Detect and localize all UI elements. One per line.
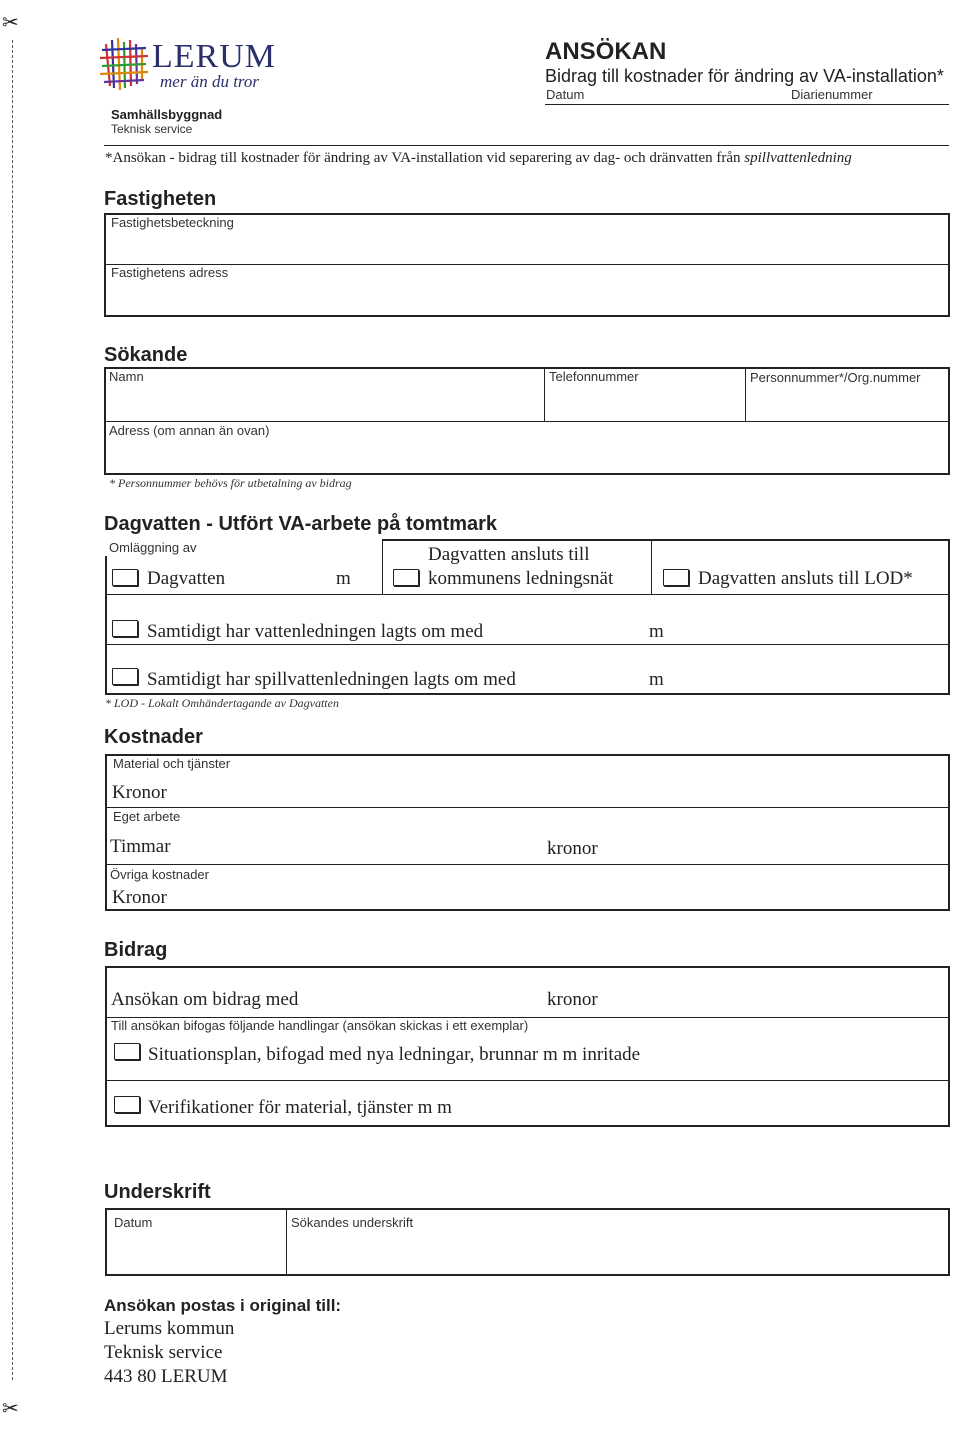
logo-name: LERUM	[152, 38, 276, 75]
sewer-pipe-label: Samtidigt har spillvattenledningen lagts om med	[147, 669, 516, 690]
row-divider	[105, 644, 950, 645]
col-divider	[286, 1209, 287, 1275]
row-divider	[105, 594, 950, 595]
col-divider	[544, 368, 545, 422]
relaying-label: Omläggning av	[109, 540, 197, 555]
section-heading-sokande: Sökande	[104, 344, 188, 366]
applicant-address-field[interactable]	[106, 441, 948, 473]
checkbox-water-pipe[interactable]	[112, 620, 138, 637]
page-title: ANSÖKAN	[545, 38, 667, 65]
checkbox-lod[interactable]	[663, 569, 689, 586]
lerum-grid-logo-icon	[100, 34, 148, 92]
own-work-amount-field[interactable]	[610, 830, 940, 860]
hours-field[interactable]	[180, 830, 540, 860]
checkbox-dagvatten[interactable]	[112, 569, 138, 586]
section-heading-dagvatten: Dagvatten - Utfört VA-arbete på tomtmark	[104, 513, 498, 535]
material-label: Material och tjänster	[113, 756, 231, 771]
option-dagvatten-label: Dagvatten	[147, 568, 226, 589]
other-costs-field[interactable]	[180, 882, 940, 908]
sewer-pipe-unit: m	[649, 669, 664, 690]
scissors-icon: ✂	[2, 1396, 19, 1420]
receipts-label: Verifikationer för material, tjänster m m	[148, 1097, 452, 1118]
dagvatten-left-border	[105, 556, 107, 694]
org-unit: Teknisk service	[111, 122, 193, 136]
grant-amount-field[interactable]	[330, 982, 540, 1012]
grant-unit: kronor	[547, 989, 598, 1010]
logo-tagline: mer än du tror	[160, 72, 260, 91]
option-municipal-label-1: Dagvatten ansluts till	[428, 544, 590, 565]
water-pipe-unit: m	[649, 621, 664, 642]
signature-date-field[interactable]	[107, 1232, 284, 1274]
material-unit: Kronor	[112, 782, 167, 803]
dagvatten-right-border	[948, 539, 950, 694]
other-costs-label: Övriga kostnader	[110, 867, 209, 882]
row-divider	[105, 264, 949, 265]
other-costs-unit: Kronor	[112, 887, 167, 908]
mailing-line-3: 443 80 LERUM	[104, 1366, 228, 1387]
scissors-icon: ✂	[2, 10, 19, 34]
mailing-heading: Ansökan postas i original till:	[104, 1296, 342, 1315]
checkbox-sewer-pipe[interactable]	[112, 668, 138, 685]
name-label: Namn	[109, 369, 144, 384]
checkbox-site-plan[interactable]	[114, 1043, 140, 1060]
phone-label: Telefonnummer	[549, 369, 639, 384]
signature-field[interactable]	[290, 1232, 948, 1274]
option-lod-label: Dagvatten ansluts till LOD*	[698, 568, 913, 589]
row-divider	[106, 864, 949, 865]
personal-id-note: * Personnummer behövs för utbetalning av bidrag	[109, 476, 352, 490]
applicant-address-label: Adress (om annan än ovan)	[109, 423, 270, 438]
material-amount-field[interactable]	[180, 776, 940, 804]
dagvatten-top-border	[382, 539, 950, 541]
checkbox-receipts[interactable]	[114, 1096, 140, 1113]
page-subtitle: Bidrag till kostnader för ändring av VA-installation*	[545, 66, 944, 86]
intro-text: *Ansökan - bidrag till kostnader för ändring av VA-installation vid separering av dag- och dränvatten från spillvattenledning	[105, 150, 852, 166]
dagvatten-bottom-border	[105, 693, 950, 695]
section-heading-fastigheten: Fastigheten	[104, 188, 217, 210]
col-divider	[382, 539, 383, 594]
lod-note: * LOD - Lokalt Omhändertagande av Dagvatten	[105, 696, 339, 710]
date-field[interactable]	[545, 104, 949, 105]
section-heading-underskrift: Underskrift	[104, 1181, 211, 1203]
section-heading-kostnader: Kostnader	[104, 726, 203, 748]
option-municipal-label-2: kommunens ledningsnät	[428, 568, 614, 589]
own-work-label: Eget arbete	[113, 809, 181, 824]
phone-field[interactable]	[547, 386, 743, 420]
water-pipe-label: Samtidigt har vattenledningen lagts om med	[147, 621, 484, 642]
property-designation-field[interactable]	[106, 232, 948, 262]
org-department: Samhällsbyggnad	[111, 107, 223, 122]
option-dagvatten-unit: m	[336, 568, 351, 589]
row-divider	[105, 421, 949, 422]
personal-id-field[interactable]	[748, 388, 948, 420]
signature-date-label: Datum	[114, 1215, 153, 1230]
attachments-label: Till ansökan bifogas följande handlingar (ansökan skickas i ett exemplar)	[111, 1018, 529, 1033]
property-address-label: Fastighetens adress	[111, 265, 229, 280]
grant-apply-label: Ansökan om bidrag med	[111, 989, 299, 1010]
site-plan-label: Situationsplan, bifogad med nya ledningar, brunnar m m inritade	[148, 1044, 641, 1065]
property-designation-label: Fastighetsbeteckning	[111, 215, 234, 230]
diary-number-label: Diarienummer	[791, 87, 873, 102]
signature-label: Sökandes underskrift	[291, 1215, 414, 1230]
section-heading-bidrag: Bidrag	[104, 939, 168, 961]
name-field[interactable]	[106, 386, 542, 420]
checkbox-municipal-network[interactable]	[393, 569, 419, 586]
personal-id-label: Personnummer*/Org.nummer	[750, 370, 921, 385]
mailing-line-1: Lerums kommun	[104, 1318, 235, 1339]
date-label: Datum	[546, 87, 585, 102]
hours-unit: Timmar	[110, 836, 171, 857]
hours-kronor-unit: kronor	[547, 838, 598, 859]
mailing-line-2: Teknisk service	[104, 1342, 223, 1363]
row-divider	[106, 1080, 949, 1081]
property-address-field[interactable]	[106, 283, 948, 315]
col-divider	[745, 368, 746, 422]
row-divider	[106, 807, 949, 808]
cut-line	[12, 40, 13, 1380]
col-divider	[651, 539, 652, 594]
header-divider	[104, 145, 949, 146]
